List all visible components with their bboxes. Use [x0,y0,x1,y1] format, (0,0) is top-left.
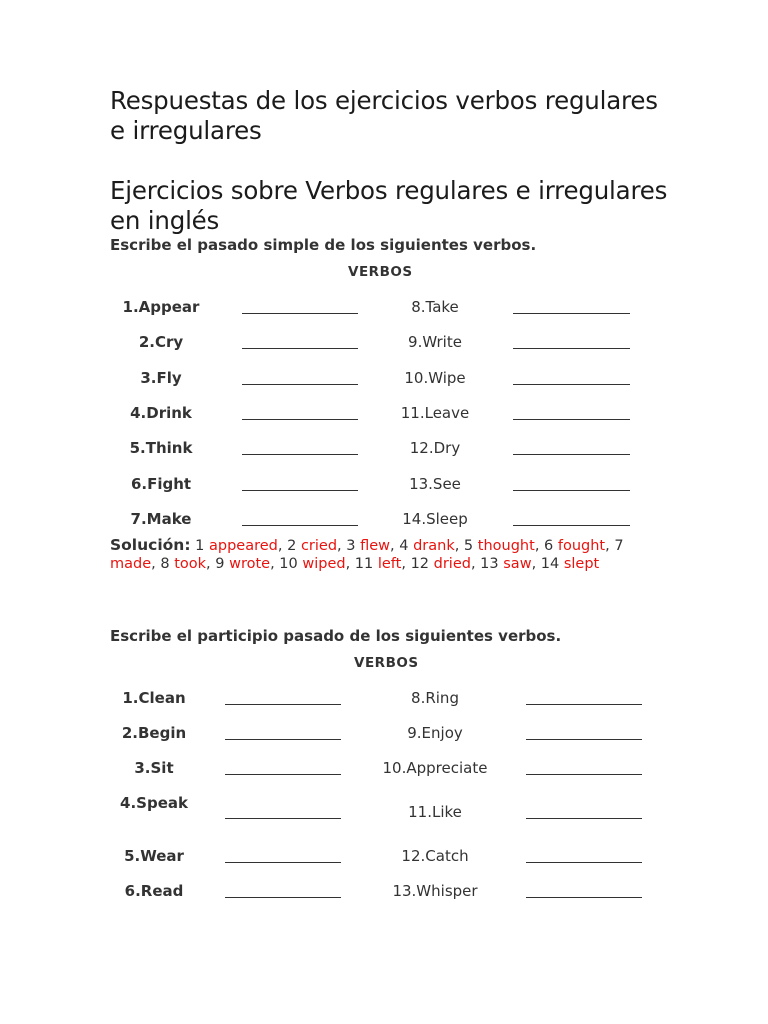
solution-answer: made [110,556,152,572]
answer-blank[interactable] [526,704,642,705]
exercise1-header: VERBOS [348,264,413,280]
verb-item: 5.Think [129,439,193,457]
verb-item: 3.Fly [140,369,182,387]
answer-blank[interactable] [225,818,341,819]
verb-item: 10.Wipe [404,369,466,387]
solution-number: 14 [536,556,564,572]
solution-number: 10 [274,556,303,572]
answer-blank[interactable] [225,739,341,740]
verb-item: 2.Cry [138,333,184,351]
solution-answer: drank [413,538,455,554]
solution-item: 1 appeared, [195,538,283,554]
answer-blank[interactable] [225,862,341,863]
answer-blank[interactable] [513,313,630,314]
verb-item: 8.Take [411,298,459,316]
verb-item: 7.Make [130,510,192,528]
solution-item: 9 wrote, [210,556,275,572]
solution-item: 13 saw, [475,556,537,572]
solution-answer: left [377,556,402,572]
solution-answer: flew [360,538,391,554]
solution-item: 7 made, [110,538,624,572]
solution-answer: took [174,556,207,572]
solution-item: 3 flew, [341,538,395,554]
verb-item: 6.Read [124,882,184,900]
verb-item: 12.Catch [401,847,469,865]
verb-item: 13.See [409,475,461,493]
answer-blank[interactable] [242,348,358,349]
verb-item: 11.Like [408,803,462,821]
verb-item: 4.Speak [120,794,188,812]
solution-answer: cried [300,538,338,554]
answer-blank[interactable] [526,739,642,740]
answer-blank[interactable] [513,490,630,491]
verb-item: 5.Wear [124,847,184,865]
answer-blank[interactable] [513,419,630,420]
answer-blank[interactable] [526,897,642,898]
verb-item: 10.Appreciate [382,759,488,777]
solution-number: 2 [282,538,301,554]
answer-blank[interactable] [225,704,341,705]
solution-item: 5 thought, [459,538,540,554]
solution-number: 1 [195,538,209,554]
answer-blank[interactable] [526,862,642,863]
exercise2-instruction: Escribe el participio pasado de los siguientes verbos. [110,627,562,645]
solution-number: 6 [539,538,558,554]
answer-blank[interactable] [513,454,630,455]
answer-blank[interactable] [242,454,358,455]
solution-number: 9 [210,556,230,572]
verb-item: 2.Begin [121,724,187,742]
solution-item [536,556,599,572]
solution-answer: fought [557,538,606,554]
verb-item: 14.Sleep [402,510,468,528]
answer-blank[interactable] [225,897,341,898]
verb-item: 6.Fight [130,475,192,493]
answer-blank[interactable] [225,774,341,775]
verb-item: 3.Sit [134,759,174,777]
exercise1-solution [110,536,670,573]
solution-answer: appeared [209,538,278,554]
solution-answer: dried [433,556,471,572]
answer-blank[interactable] [526,774,642,775]
exercise2-header: VERBOS [354,655,419,671]
solution-answer: wiped [302,556,346,572]
verb-item: 13.Whisper [392,882,478,900]
answer-blank[interactable] [513,525,630,526]
solution-number: 13 [475,556,504,572]
verb-item: 1.Appear [122,298,200,316]
solution-number: 7 [609,538,624,554]
solution-number: 5 [459,538,478,554]
solution-item: 10 wiped, [274,556,351,572]
verb-item: 9.Write [408,333,462,351]
solution-item: 6 fought, [539,538,610,554]
solution-answer: wrote [229,556,271,572]
document-title: Respuestas de los ejercicios verbos regulares e irregulares [110,86,658,145]
solution-item: 11 left, [350,556,406,572]
verb-item: 4.Drink [130,404,192,422]
solution-item: 2 cried, [282,538,342,554]
verb-item: 1.Clean [122,689,186,707]
solution-number: 3 [341,538,361,554]
verb-item: 9.Enjoy [407,724,463,742]
answer-blank[interactable] [242,419,358,420]
section-title: Ejercicios sobre Verbos regulares e irregulares en inglés [110,176,668,235]
solution-item: 8 took, [155,556,211,572]
solution-answer: thought [477,538,535,554]
answer-blank[interactable] [513,384,630,385]
answer-blank[interactable] [526,818,642,819]
solution-number: 4 [394,538,414,554]
solution-number: 12 [405,556,434,572]
verb-item: 11.Leave [400,404,470,422]
verb-item: 8.Ring [411,689,459,707]
exercise1-instruction: Escribe el pasado simple de los siguientes verbos. [110,236,537,254]
solution-label: Solución: [110,536,191,554]
answer-blank[interactable] [242,384,358,385]
answer-blank[interactable] [242,490,358,491]
answer-blank[interactable] [242,313,358,314]
solution-answer: slept [563,556,600,572]
solution-number: 11 [350,556,378,572]
solution-item: 4 drank, [394,538,460,554]
verb-item: 12.Dry [409,439,461,457]
answer-blank[interactable] [242,525,358,526]
solution-number: 8 [155,556,175,572]
answer-blank[interactable] [513,348,630,349]
solution-answer: saw [503,556,532,572]
solution-item: 12 dried, [405,556,476,572]
